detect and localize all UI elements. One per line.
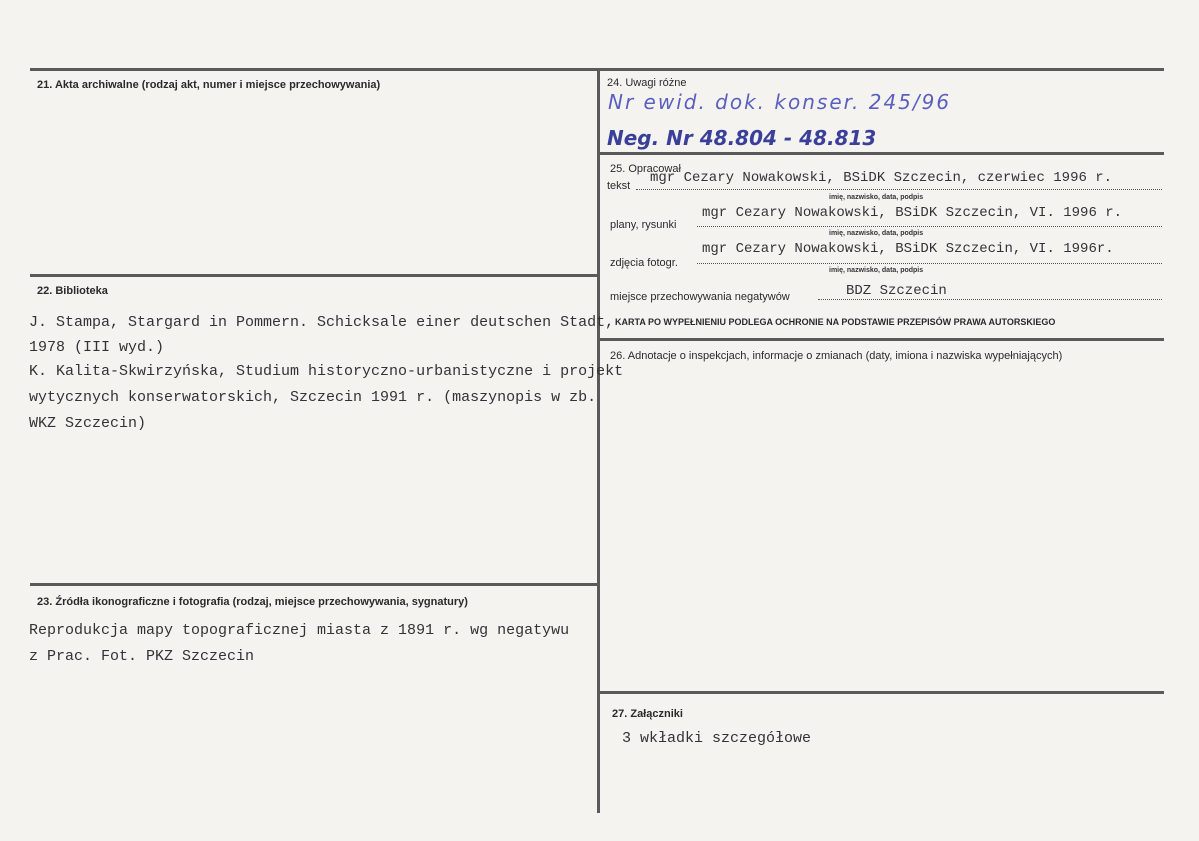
plans-author-value: mgr Cezary Nowakowski, BSiDK Szczecin, VI. 1996 r. [702,205,1123,221]
negatives-label: miejsce przechowywania negatywów [610,291,790,303]
photos-author-caption: imię, nazwisko, data, podpis [829,267,924,274]
section-22-header: 22. Biblioteka [37,285,108,297]
plans-author-line [697,226,1162,227]
text-author-caption: imię, nazwisko, data, podpis [829,194,924,201]
section-23-header: 23. Źródła ikonograficzne i fotografia (rodzaj, miejsce przechowywania, sygnatury) [37,596,468,608]
plans-author-label: plany, rysunki [610,219,677,231]
rule-21-22 [30,274,599,277]
bibliography-line: K. Kalita-Skwirzyńska, Studium historyczno-urbanistyczne i projekt [29,363,624,380]
iconography-line: z Prac. Fot. PKZ Szczecin [29,648,255,665]
rule-26-27 [599,691,1164,694]
bibliography-line: 1978 (III wyd.) [29,339,165,356]
copyright-notice: KARTA PO WYPEŁNIENIU PODLEGA OCHRONIE NA PODSTAWIE PRZEPISÓW PRAWA AUTORSKIEGO [615,317,1056,327]
rule-22-23 [30,583,599,586]
photos-author-line [697,263,1162,264]
bibliography-line: J. Stampa, Stargard in Pommern. Schicksale einer deutschen Stadt, [29,314,615,331]
plans-author-caption: imię, nazwisko, data, podpis [829,230,924,237]
section-21-header: 21. Akta archiwalne (rodzaj akt, numer i miejsce przechowywania) [37,79,381,91]
text-author-label: tekst [607,180,631,192]
text-author-value: mgr Cezary Nowakowski, BSiDK Szczecin, czerwiec 1996 r. [650,170,1113,186]
handwritten-note: Neg. Nr 48.804 - 48.813 [607,126,877,150]
bibliography-line: wytycznych konserwatorskich, Szczecin 1991 r. (maszynopis w zb. [29,389,597,406]
handwritten-note: Nr ewid. dok. konser. 245/96 [608,90,952,114]
section-25-header: 25. Opracował [610,163,681,175]
attachment-line: 3 wkładki szczegółowe [622,730,812,747]
rule-24-25 [599,152,1164,155]
center-divider [597,68,600,813]
photos-author-value: mgr Cezary Nowakowski, BSiDK Szczecin, VI. 1996r. [702,241,1114,257]
rule-25-26 [599,338,1164,341]
photos-author-label: zdjęcia fotogr. [610,257,678,269]
negatives-line [818,299,1162,300]
text-author-line [636,189,1162,190]
bibliography-line: WKZ Szczecin) [29,415,147,432]
iconography-line: Reprodukcja mapy topograficznej miasta z 1891 r. wg negatywu [29,622,570,639]
section-26-header: 26. Adnotacje o inspekcjach, informacje o zmianach (daty, imiona i nazwiska wypełniających) [610,350,1063,362]
negatives-value: BDZ Szczecin [846,283,947,299]
section-24-header: 24. Uwagi różne [607,77,687,89]
section-27-header: 27. Załączniki [612,708,683,720]
